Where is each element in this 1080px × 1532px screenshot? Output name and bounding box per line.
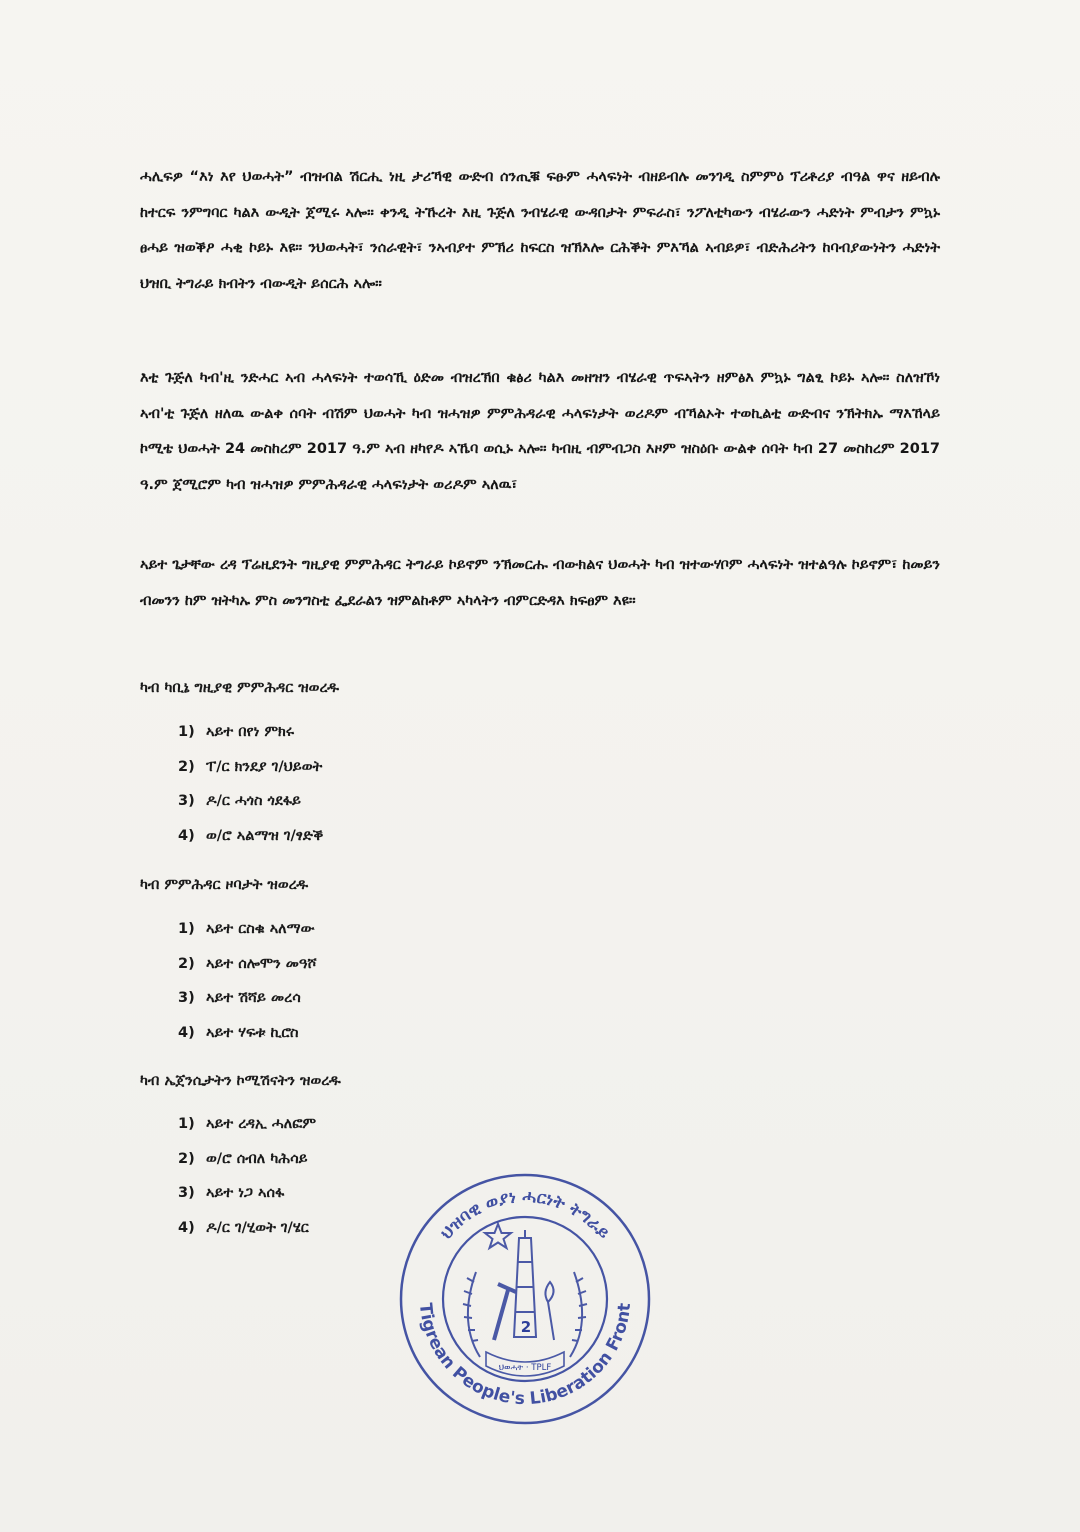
seal-number: 2 [520, 1318, 532, 1336]
list-item [178, 784, 323, 819]
person-name: ኣይተ ረዳኢ ሓለፎም [206, 1116, 316, 1132]
seal-inner-ring [443, 1217, 607, 1381]
list-item [178, 1176, 316, 1211]
list-item [178, 1142, 316, 1177]
ribbon-text: ህወሓት · TPLF [498, 1363, 552, 1373]
seal-bottom-text: Tigrean People's Liberation Front [414, 1302, 635, 1410]
wheat-left-icon [468, 1272, 480, 1357]
list-number: 4) [178, 1024, 195, 1041]
torch-icon [545, 1282, 554, 1340]
list-item [178, 981, 317, 1016]
person-name: ኣይተ ርስቁ ኣለማው [206, 921, 315, 937]
seal-top-text: ህዝባዊ ወያነ ሓርነት ትግራይ [436, 1186, 614, 1244]
seal-outer-ring [401, 1175, 649, 1423]
section-heading-zones: ካብ ምምሕዳር ዞባታት ዝወረዱ [140, 877, 309, 893]
paragraph-2: እቲ ጉጅለ ካብ'ዚ ንድሓር ኣብ ሓላፍነት ተወሳኺ ዕድመ ብዝረኽበ ቁፅሪ ካልእ መዘዝን ብሄራዊ ጥፍኣትን ዘምፅእ ምኳኑ ግልፂ ኮይኑ ኣሎ። ስለዝኾነ ኣብ'ቲ ጉጅለ ዘለዉ ውልቀ ሰባት ብሽም ህወሓት ካብ ዝሓዝዎ ምምሕዳራዊ ሓላፍነታት ወሪዶም ብኻልኦት ተወኪልቲ ውድብና ንኽትክኡ ማእኸላይ ኮሚቴ ህወሓት 24 መስከረም 2017 ዓ.ም ኣብ ዘካየዶ ኣኼባ ወሲኑ ኣሎ። ካብዚ ብምብጋስ እዞም ዝስዕቡ ውልቀ ሰባት ካብ 27 መስከረም 2017 ዓ.ም ጀሚሮም ካብ ዝሓዝዎ ምምሕዳራዊ ሓላፍነታት ወሪዶም ኣለዉ፣ [140, 370, 940, 493]
list-number: 4) [178, 1219, 195, 1236]
list-item [178, 1211, 316, 1246]
agencies-list [178, 1107, 316, 1245]
person-name: ዶ/ር ሓጎስ ጎደፋይ [206, 793, 301, 809]
cabinet-list [178, 715, 323, 853]
tplf-seal-stamp [398, 1172, 652, 1426]
list-number: 1) [178, 921, 195, 937]
list-item [178, 1107, 316, 1142]
list-number: 1) [178, 724, 195, 740]
list-item [178, 912, 317, 947]
zones-list [178, 912, 317, 1050]
list-number: 2) [178, 1150, 195, 1167]
section-heading-agencies: ካብ ኤጀንሲታትን ኮሚሽናትን ዝወረዱ [140, 1073, 341, 1089]
person-name: ኣይተ ሃፍቱ ኪሮስ [206, 1024, 299, 1041]
person-name: ኣይተ በየነ ምክሩ [206, 724, 295, 740]
seal-emblem [463, 1224, 587, 1376]
section-heading-cabinet: ካብ ካቢኔ ግዚያዊ ምምሕዳር ዝወረዱ [140, 680, 339, 696]
list-number: 2) [178, 955, 195, 972]
list-item [178, 819, 323, 854]
list-number: 1) [178, 1116, 195, 1132]
wheat-right-icon [570, 1272, 582, 1357]
list-item [178, 715, 323, 750]
star-icon [485, 1224, 511, 1248]
person-name: ፐ/ር ክንደያ ገ/ህይወት [206, 758, 323, 775]
person-name: ወ/ሮ ኣልማዝ ገ/ፃድቕ [206, 827, 324, 844]
person-name: ዶ/ር ገ/ሂወት ገ/ሄር [206, 1219, 309, 1236]
list-number: 3) [178, 990, 195, 1006]
list-item [178, 750, 323, 785]
paragraph-3: ኣይተ ጌታቸው ረዳ ፕሬዚደንት ግዚያዊ ምምሕዳር ትግራይ ኮይኖም ንኽመርሑ ብውክልና ህወሓት ካብ ዝተውሃቦም ሓላፍነት ዝተልዓሉ ኮይኖም፣ ከመይን ብመንን ከም ዝትካኡ ምስ መንግስቲ ፌደራልን ዝምልከቶም ኣካላትን ብምርድዳእ ክፍፀም እዩ። [140, 557, 940, 609]
list-number: 3) [178, 1185, 195, 1201]
list-number: 3) [178, 793, 195, 809]
person-name: ኣይተ ሰሎሞን መዓሾ [206, 955, 317, 972]
person-name: ኣይተ ነጋ ኣሰፋ [206, 1185, 285, 1201]
list-item [178, 947, 317, 982]
list-item [178, 1016, 317, 1051]
paragraph-1: ሓሊፍዎ “እነ እየ ህወሓት” ብዝብል ሽርሒ ነዚ ታሪኻዊ ውድብ ሰንጢቑ ፍፁም ሓላፍነት ብዘይብሉ መንገዲ ስምምዕ ፕሪቶሪያ ብዓል ዋና ዘይብሉ ከተርፍ ንምግባር ካልእ ውዲት ጀሚሩ ኣሎ። ቀንዲ ትኹረት እዚ ጉጅለ ንብሄራዊ ውዳበታት ምፍራስ፣ ንፖለቲካውን ብሄራውን ሓድነት ምብታን ምኳኑ ፀሓይ ዝወቕዖ ሓቂ ኮይኑ እዩ። ንህወሓት፣ ንሰራዊት፣ ንኣብያተ ምኽሪ ከፍርስ ዝኽእሎ ርሕቕት ምእኻል ኣብይዎ፣ ብድሕሪትን ከባብያውነትን ሓድነት ህዝቢ ትግራይ ክብትን ብውዲት ይሰርሕ ኣሎ። [140, 169, 940, 292]
list-number: 4) [178, 827, 195, 844]
person-name: ኣይተ ሽሻይ መረሳ [206, 990, 301, 1006]
list-number: 2) [178, 758, 195, 775]
person-name: ወ/ሮ ሰብለ ካሕሳይ [206, 1150, 308, 1167]
hammer-icon [494, 1284, 516, 1340]
